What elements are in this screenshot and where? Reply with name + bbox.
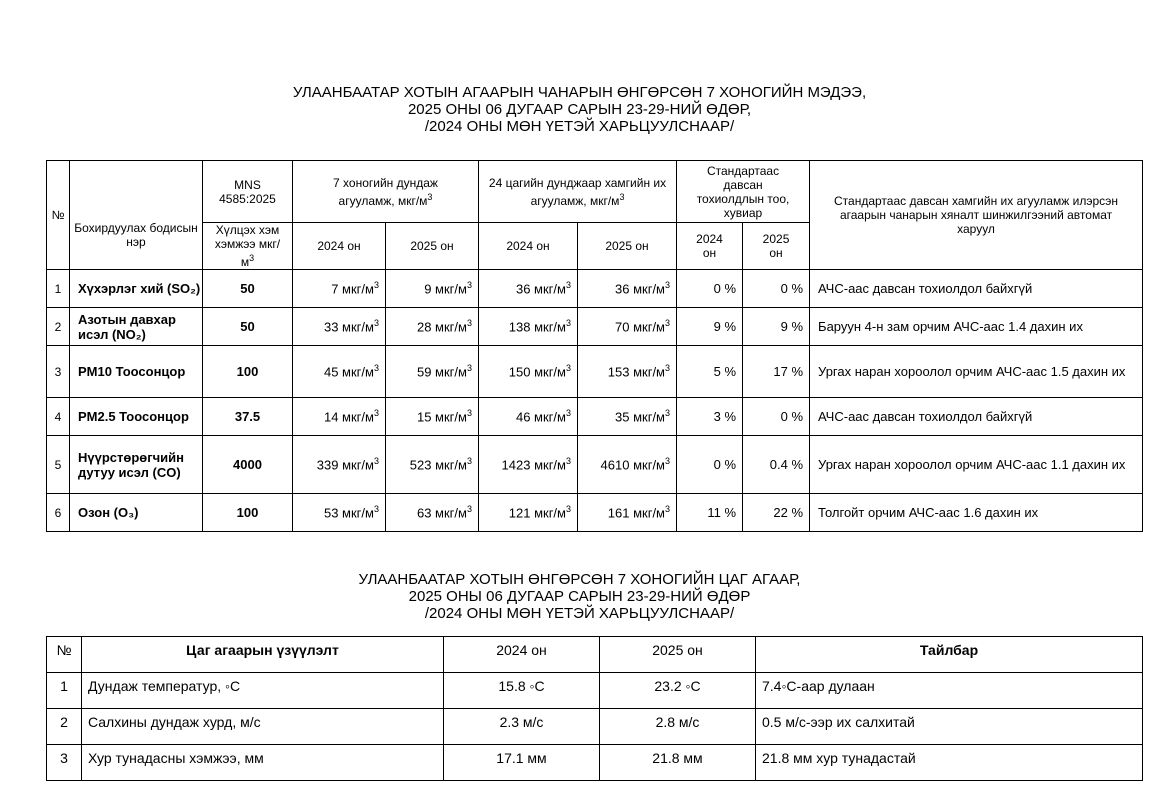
pct-2024 <box>677 346 743 398</box>
max-2024-unit-sup: 3 <box>565 318 571 329</box>
avg-2024-unit-sup: 3 <box>373 408 379 419</box>
header-no: № <box>47 161 70 270</box>
air-table-row <box>47 308 1143 346</box>
max-2025-unit-sup: 3 <box>665 456 671 467</box>
pct-2024-value: 3 % <box>713 409 737 424</box>
avg-2025-value: 28 мкг/м <box>416 319 467 335</box>
substance-name <box>70 398 203 436</box>
avg-2025-value: 523 мкг/м <box>409 457 467 473</box>
avg-2025 <box>386 494 479 532</box>
pct-2024-value: 0 % <box>713 457 737 472</box>
avg-2025 <box>386 398 479 436</box>
pct-2025-value: 9 % <box>780 319 804 334</box>
pct-2024-value: 11 % <box>707 505 737 520</box>
max-2025 <box>578 308 677 346</box>
max-2025 <box>578 270 677 308</box>
header-mns: MNS 4585:2025 <box>203 161 293 223</box>
weather-title-line1: УЛААНБААТАР ХОТЫН ӨНГӨРСӨН 7 ХОНОГИЙН ЦАГ АГААР, <box>358 571 801 588</box>
header-exceed-location: Стандартаас давсан хамгийн их агууламж илэрсэн агаарын чанарын хяналт шинжилгээний автомат харуул <box>810 161 1143 270</box>
max-2025 <box>578 494 677 532</box>
avg-2024-value: 339 мкг/м <box>316 457 374 473</box>
max-2024-value: 121 мкг/м <box>508 505 566 521</box>
max-2024 <box>479 436 578 494</box>
avg-2025 <box>386 308 479 346</box>
max-2025-value: 161 мкг/м <box>607 505 665 521</box>
max-2025-unit-sup: 3 <box>665 504 671 515</box>
pct-2024 <box>677 436 743 494</box>
weather-indicator: Салхины дундаж хурд, м/с <box>82 709 444 745</box>
standard-value <box>203 346 293 398</box>
air-table-row <box>47 270 1143 308</box>
standard-value <box>203 308 293 346</box>
pct-2025-value: 0 % <box>780 281 804 296</box>
max-2025 <box>578 398 677 436</box>
max-2024 <box>479 346 578 398</box>
row-number-value: 2 <box>54 319 62 334</box>
exceed-location-value: Толгойт орчим АЧС-аас 1.6 дахин их <box>818 504 1039 520</box>
exceed-location-value: Баруун 4-н зам орчим АЧС-аас 1.4 дахин их <box>818 318 1083 334</box>
max-2025-value: 35 мкг/м <box>615 409 665 425</box>
row-number <box>47 494 70 532</box>
avg-2024-unit-sup: 3 <box>373 504 379 515</box>
header-allowed-label: Хүлцэх хэм хэмжээ мкг/м <box>214 223 281 269</box>
avg-2024 <box>293 398 386 436</box>
pct-2024 <box>677 398 743 436</box>
pct-2025 <box>743 398 810 436</box>
avg-2024-unit-sup: 3 <box>373 318 379 329</box>
weather-row-number: 1 <box>47 673 82 709</box>
substance-name <box>70 436 203 494</box>
pct-2024 <box>677 308 743 346</box>
avg-2024 <box>293 494 386 532</box>
avg-2024-unit-sup: 3 <box>373 456 379 467</box>
exceed-location-value: Ургах наран хороолол орчим АЧС-аас 1.5 дахин их <box>818 363 1126 379</box>
pct-2025 <box>743 436 810 494</box>
avg-2025 <box>386 270 479 308</box>
avg-2025-value: 59 мкг/м <box>416 364 467 380</box>
weather-note: 0.5 м/с-ээр их салхитай <box>756 709 1143 745</box>
max-2024 <box>479 308 578 346</box>
standard-value <box>203 270 293 308</box>
pct-2025 <box>743 308 810 346</box>
header-avg-2024: 2024 он <box>293 223 386 270</box>
header-weekly-avg-label: 7 хоногийн дундаж агууламж, мкг/м <box>333 175 438 208</box>
weather-header-2025: 2025 он <box>600 637 756 673</box>
header-weekly-avg <box>293 161 479 223</box>
header-max-2025: 2025 он <box>578 223 677 270</box>
max-2024-unit-sup: 3 <box>565 456 571 467</box>
avg-2025-unit-sup: 3 <box>466 318 472 329</box>
air-table-row <box>47 346 1143 398</box>
header-substance-label: Бохирдуулах бодисын нэр <box>74 221 198 249</box>
air-title-line2: 2025 ОНЫ 06 ДУГААР САРЫН 23-29-НИЙ ӨДӨР, <box>407 101 752 118</box>
pct-2025-value: 0 % <box>780 409 804 424</box>
weather-note: 7.4◦С-аар дулаан <box>756 673 1143 709</box>
weather-value-2024: 15.8 ◦С <box>444 673 600 709</box>
pct-2025-value: 17 % <box>773 364 804 379</box>
avg-2025-unit-sup: 3 <box>466 280 472 291</box>
max-2025-unit-sup: 3 <box>665 363 671 374</box>
pct-2025 <box>743 270 810 308</box>
avg-2024-value: 53 мкг/м <box>323 505 374 521</box>
substance-name-value: PM10 Тоосонцор <box>78 364 186 379</box>
avg-2024-value: 33 мкг/м <box>323 319 374 335</box>
weather-header-2024: 2024 он <box>444 637 600 673</box>
weather-title-line2: 2025 ОНЫ 06 ДУГААР САРЫН 23-29-НИЙ ӨДӨР <box>408 588 751 605</box>
standard-value-value: 37.5 <box>234 409 261 424</box>
avg-2024 <box>293 270 386 308</box>
air-table-row <box>47 436 1143 494</box>
substance-name <box>70 270 203 308</box>
max-2024 <box>479 494 578 532</box>
substance-name-value: Хүхэрлэг хий (SO₂) <box>78 281 201 296</box>
max-2024-value: 36 мкг/м <box>515 281 566 297</box>
weather-value-2025: 2.8 м/с <box>600 709 756 745</box>
header-pct-2025: 2025 он <box>743 223 810 270</box>
avg-2025-value: 15 мкг/м <box>416 409 467 425</box>
avg-2024-value: 7 мкг/м <box>331 281 374 297</box>
weather-table-row <box>47 709 1143 745</box>
header-max24 <box>479 161 677 223</box>
standard-value-value: 100 <box>236 364 259 379</box>
max-2024 <box>479 398 578 436</box>
pct-2024 <box>677 270 743 308</box>
weather-table <box>46 636 1143 781</box>
weather-row-number: 3 <box>47 745 82 781</box>
air-quality-table <box>46 160 1143 532</box>
weather-table-row <box>47 745 1143 781</box>
weather-indicator: Дундаж температур, ◦С <box>82 673 444 709</box>
substance-name <box>70 308 203 346</box>
weather-header-row <box>47 637 1143 673</box>
row-number <box>47 308 70 346</box>
exceed-location-value: Ургах наран хороолол орчим АЧС-аас 1.1 дахин их <box>818 456 1126 472</box>
air-table-row <box>47 398 1143 436</box>
exceed-location-value: АЧС-аас давсан тохиолдол байхгүй <box>818 280 1033 296</box>
standard-value <box>203 436 293 494</box>
weather-title <box>0 571 1159 622</box>
row-number <box>47 436 70 494</box>
weather-table-row <box>47 673 1143 709</box>
max-2025-value: 153 мкг/м <box>607 364 665 380</box>
avg-2024-unit-sup: 3 <box>373 363 379 374</box>
avg-2025-value: 63 мкг/м <box>416 505 467 521</box>
weather-header-no: № <box>47 637 82 673</box>
pct-2024-value: 5 % <box>713 364 737 379</box>
substance-name <box>70 494 203 532</box>
standard-value-value: 100 <box>236 505 259 520</box>
standard-value-value: 4000 <box>233 457 262 472</box>
max-2024-unit-sup: 3 <box>565 408 571 419</box>
standard-value <box>203 398 293 436</box>
avg-2025-unit-sup: 3 <box>466 456 472 467</box>
row-number-value: 5 <box>54 457 62 472</box>
max-2024 <box>479 270 578 308</box>
weather-row-number: 2 <box>47 709 82 745</box>
substance-name-value: Нүүрстөрөгчийн дутуу исэл (CO) <box>78 449 185 480</box>
max-2025 <box>578 346 677 398</box>
row-number <box>47 270 70 308</box>
weather-note: 21.8 мм хур тунадастай <box>756 745 1143 781</box>
exceed-location <box>810 308 1143 346</box>
max-2025-value: 36 мкг/м <box>615 281 665 297</box>
exceed-location <box>810 270 1143 308</box>
air-table-row <box>47 494 1143 532</box>
avg-2025-unit-sup: 3 <box>466 408 472 419</box>
standard-value <box>203 494 293 532</box>
avg-2024-value: 14 мкг/м <box>323 409 374 425</box>
avg-2025-value: 9 мкг/м <box>424 281 467 297</box>
pct-2024-value: 0 % <box>713 281 737 296</box>
pct-2025 <box>743 346 810 398</box>
air-title-line3: /2024 ОНЫ МӨН ҮЕТЭЙ ХАРЬЦУУЛСНААР/ <box>424 118 735 135</box>
pct-2025-value: 22 % <box>773 505 804 520</box>
substance-name-value: Озон (O₃) <box>78 505 139 520</box>
header-avg-2025: 2025 он <box>386 223 479 270</box>
header-max24-sup: 3 <box>619 191 625 202</box>
max-2025-value: 4610 мкг/м <box>600 457 665 473</box>
avg-2024-value: 45 мкг/м <box>323 364 374 380</box>
weather-indicator: Хур тунадасны хэмжээ, мм <box>82 745 444 781</box>
substance-name-value: PM2.5 Тоосонцор <box>78 409 189 424</box>
max-2024-value: 138 мкг/м <box>508 319 566 335</box>
weather-value-2024: 2.3 м/с <box>444 709 600 745</box>
air-quality-title <box>0 84 1159 135</box>
avg-2024 <box>293 308 386 346</box>
pct-2024-value: 9 % <box>713 319 737 334</box>
max-2024-value: 1423 мкг/м <box>501 457 566 473</box>
exceed-location <box>810 494 1143 532</box>
avg-2025-unit-sup: 3 <box>466 504 472 515</box>
avg-2024 <box>293 346 386 398</box>
standard-value-value: 50 <box>240 281 255 296</box>
exceed-location-value: АЧС-аас давсан тохиолдол байхгүй <box>818 408 1033 424</box>
header-exceed-count: Стандартаас давсан тохиолдлын тоо, хувиар <box>677 161 810 223</box>
header-max-2024: 2024 он <box>479 223 578 270</box>
pct-2025-value: 0.4 % <box>769 457 804 472</box>
substance-name-value: Азотын давхар исэл (NO₂) <box>78 311 176 342</box>
air-title-line1: УЛААНБААТАР ХОТЫН АГААРЫН ЧАНАРЫН ӨНГӨРСӨН 7 ХОНОГИЙН МЭДЭЭ, <box>292 84 867 101</box>
row-number-value: 6 <box>54 505 62 520</box>
pct-2025 <box>743 494 810 532</box>
weather-header-indicator: Цаг агаарын үзүүлэлт <box>82 637 444 673</box>
avg-2025 <box>386 436 479 494</box>
max-2025-unit-sup: 3 <box>665 408 671 419</box>
substance-name <box>70 346 203 398</box>
exceed-location <box>810 436 1143 494</box>
standard-value-value: 50 <box>240 319 255 334</box>
header-weekly-avg-sup: 3 <box>427 191 433 202</box>
max-2024-unit-sup: 3 <box>565 280 571 291</box>
exceed-location <box>810 398 1143 436</box>
header-pct-2024: 2024 он <box>677 223 743 270</box>
weather-value-2025: 23.2 ◦С <box>600 673 756 709</box>
weather-value-2025: 21.8 мм <box>600 745 756 781</box>
max-2025-unit-sup: 3 <box>665 318 671 329</box>
row-number-value: 1 <box>54 281 62 296</box>
max-2025 <box>578 436 677 494</box>
avg-2024-unit-sup: 3 <box>373 280 379 291</box>
row-number-value: 3 <box>54 364 62 379</box>
row-number <box>47 398 70 436</box>
max-2025-value: 70 мкг/м <box>615 319 665 335</box>
row-number-value: 4 <box>54 409 62 424</box>
row-number <box>47 346 70 398</box>
pct-2024 <box>677 494 743 532</box>
header-max24-label: 24 цагийн дунджаар хамгийн их агууламж, мкг/м <box>488 175 667 208</box>
avg-2025 <box>386 346 479 398</box>
weather-header-note: Тайлбар <box>756 637 1143 673</box>
exceed-location <box>810 346 1143 398</box>
weather-title-line3: /2024 ОНЫ МӨН ҮЕТЭЙ ХАРЬЦУУЛСНААР/ <box>424 605 735 622</box>
header-substance <box>70 161 203 270</box>
avg-2024 <box>293 436 386 494</box>
max-2024-value: 46 мкг/м <box>515 409 566 425</box>
avg-2025-unit-sup: 3 <box>466 363 472 374</box>
header-allowed <box>203 223 293 270</box>
header-allowed-sup: 3 <box>249 253 255 263</box>
max-2024-unit-sup: 3 <box>565 363 571 374</box>
max-2025-unit-sup: 3 <box>665 280 671 291</box>
max-2024-unit-sup: 3 <box>565 504 571 515</box>
max-2024-value: 150 мкг/м <box>508 364 566 380</box>
weather-value-2024: 17.1 мм <box>444 745 600 781</box>
air-header-row-1 <box>47 161 1143 223</box>
